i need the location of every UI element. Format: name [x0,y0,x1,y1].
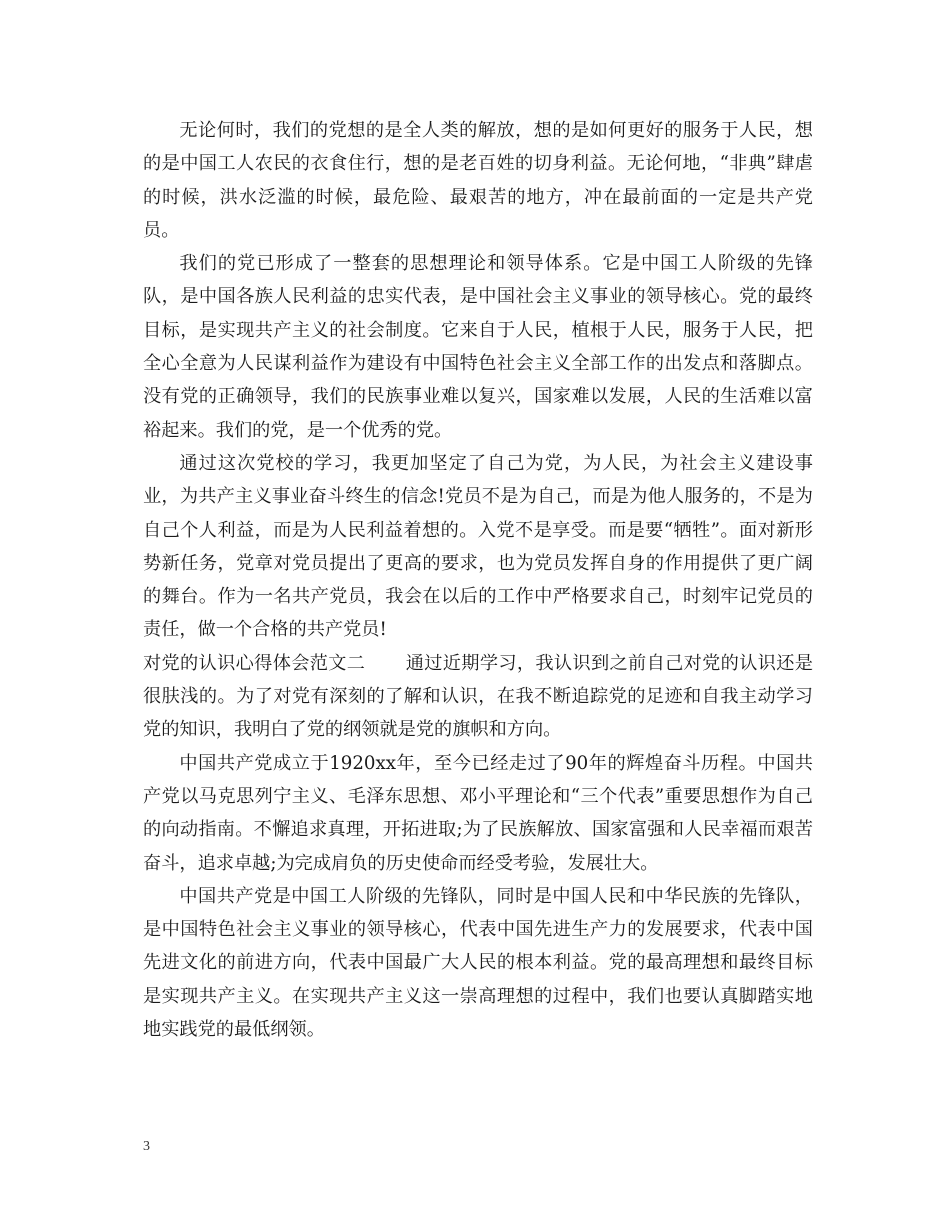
paragraph: 中国共产党成立于1920xx年，至今已经走过了90年的辉煌奋斗历程。中国共产党以马克思列宁主义、毛泽东思想、邓小平理论和“三个代表”重要思想作为自己的向动指南。不懈追求真理，开拓进取;为了民族解放、国家富强和人民幸福而艰苦奋斗，追求卓越;为完成肩负的历史使命而经受考验，发展壮大。 [143,752,813,874]
paragraph: 通过这次党校的学习，我更加坚定了自己为党，为人民，为社会主义建设事业，为共产主义事业奋斗终生的信念!党员不是为自己，而是为他人服务的，不是为自己个人利益，而是为人民利益着想的。入党不是享受。而是要“牺牲”。面对新形势新任务，党章对党员提出了更高的要求，也为党员发挥自身的作用提供了更广阔的舞台。作为一名共产党员，我会在以后的工作中严格要求自己，时刻牢记党员的责任，做一个合格的共产党员! [143,452,813,641]
section-title: 对党的认识心得体会范文二 [143,652,366,674]
document-body [143,114,813,1046]
section-paragraph [143,647,813,747]
paragraph: 中国共产党是中国工人阶级的先锋队，同时是中国人民和中华民族的先锋队，是中国特色社会主义事业的领导核心，代表中国先进生产力的发展要求，代表中国先进文化的前进方向，代表中国最广大人民的根本利益。党的最高理想和最终目标是实现共产主义。在实现共产主义这一崇高理想的过程中，我们也要认真脚踏实地地实践党的最低纲领。 [143,885,813,1041]
page-number: 3 [143,1139,150,1154]
paragraph: 我们的党已形成了一整套的思想理论和领导体系。它是中国工人阶级的先锋队，是中国各族人民利益的忠实代表，是中国社会主义事业的领导核心。党的最终目标，是实现共产主义的社会制度。它来自于人民，植根于人民，服务于人民，把全心全意为人民谋利益作为建设有中国特色社会主义全部工作的出发点和落脚点。没有党的正确领导，我们的民族事业难以复兴，国家难以发展，人民的生活难以富裕起来。我们的党，是一个优秀的党。 [143,253,813,441]
section-first-paragraph: 通过近期学习，我认识到之前自己对党的认识还是很肤浅的。为了对党有深刻的了解和认识，在我不断追踪党的足迹和自我主动学习党的知识，我明白了党的纲领就是党的旗帜和方向。 [143,652,813,741]
paragraph: 无论何时，我们的党想的是全人类的解放，想的是如何更好的服务于人民，想的是中国工人农民的衣食住行，想的是老百姓的切身利益。无论何地，“非典”肆虐的时候，洪水泛滥的时候，最危险、最艰苦的地方，冲在最前面的一定是共产党员。 [143,120,813,241]
